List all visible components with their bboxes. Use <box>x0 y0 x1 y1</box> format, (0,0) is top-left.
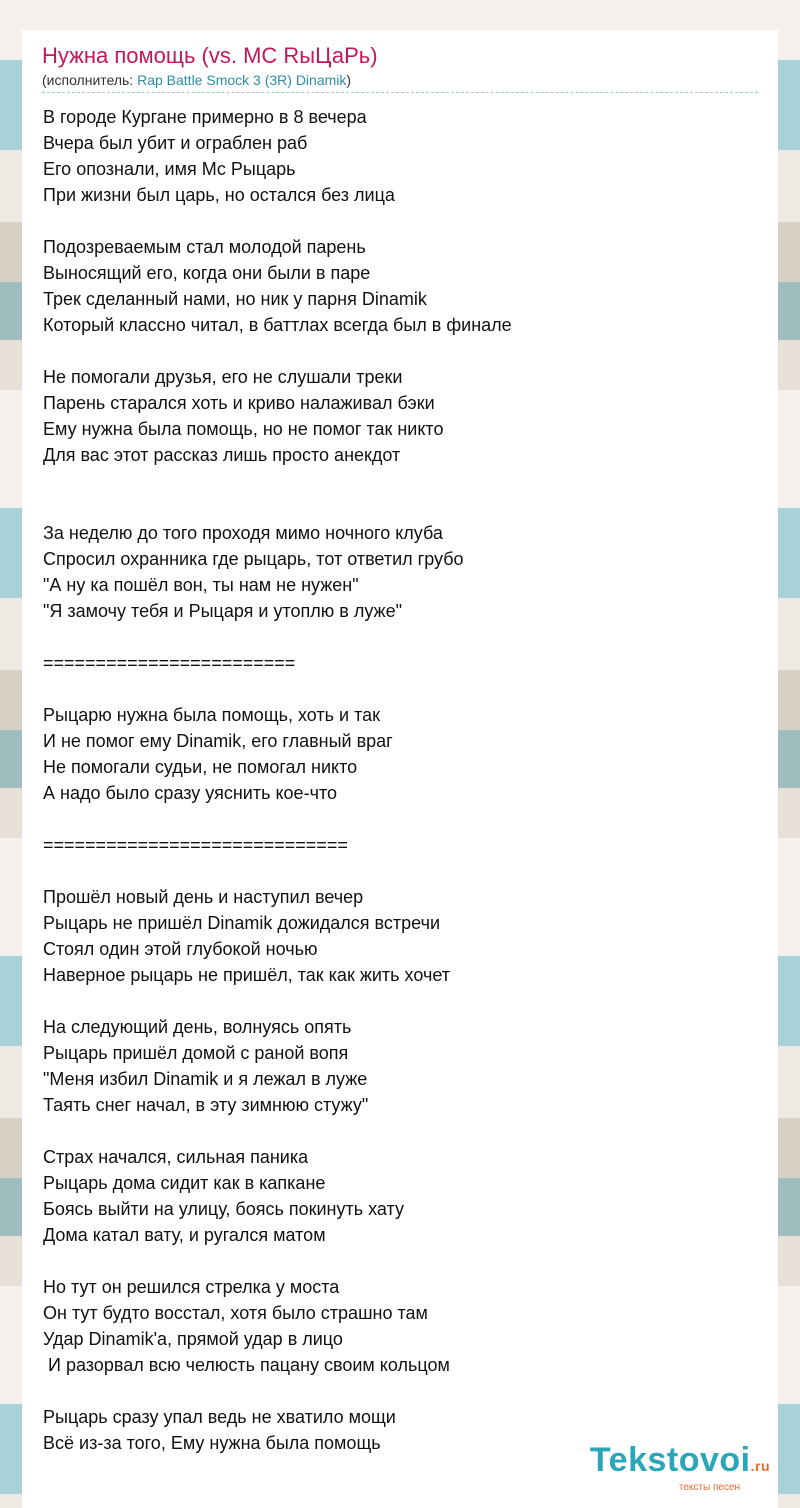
lyric-line: Дома катал вату, и ругался матом <box>43 1225 326 1245</box>
lyric-line: Который классно читал, в баттлах всегда был в финале <box>43 315 512 335</box>
logo-tld: .ru <box>750 1458 770 1474</box>
lyric-line: И разорвал всю челюсть пацану своим кольцом <box>43 1355 450 1375</box>
lyric-line: Прошёл новый день и наступил вечер <box>43 887 364 907</box>
lyric-line: Наверное рыцарь не пришёл, так как жить хочет <box>43 965 450 985</box>
lyric-blank-line <box>43 338 758 364</box>
lyric-line: Таять снег начал, в эту зимнюю стужу" <box>43 1095 369 1115</box>
lyric-line: Ему нужна была помощь, но не помог так никто <box>43 419 444 439</box>
logo-wordmark <box>590 1442 770 1484</box>
lyric-line: Выносящий его, когда они были в паре <box>43 263 371 283</box>
lyric-line: Рыцарь сразу упал ведь не хватило мощи <box>43 1407 396 1427</box>
lyric-line: Вчера был убит и ограблен раб <box>43 133 308 153</box>
lyric-line: Он тут будто восстал, хотя было страшно там <box>43 1303 428 1323</box>
lyric-blank-line <box>43 468 758 494</box>
lyric-blank-line <box>43 1248 758 1274</box>
lyric-line: И не помог ему Dinamik, его главный враг <box>43 731 393 751</box>
lyric-line: Стоял один этой глубокой ночью <box>43 939 318 959</box>
lyric-line: Страх начался, сильная паника <box>43 1147 309 1167</box>
lyric-line: Но тут он решился стрелка у моста <box>43 1277 340 1297</box>
lyric-line: Боясь выйти на улицу, боясь покинуть хату <box>43 1199 404 1219</box>
logo-name: Tekstovoi <box>589 1441 751 1479</box>
lyric-blank-line <box>43 1118 758 1144</box>
artist-line <box>42 70 758 90</box>
lyric-line: При жизни был царь, но остался без лица <box>43 185 395 205</box>
lyric-line: А надо было сразу уяснить кое-что <box>43 783 337 803</box>
lyric-line: Удар Dinamik'а, прямой удар в лицо <box>43 1329 343 1349</box>
lyric-line: Парень старался хоть и криво налаживал бэки <box>43 393 435 413</box>
lyric-line: Трек сделанный нами, но ник у парня Dinamik <box>43 289 427 309</box>
lyric-line: Рыцарь пришёл домой с раной вопя <box>43 1043 349 1063</box>
lyric-line: Подозреваемым стал молодой парень <box>43 237 366 257</box>
lyric-line: Спросил охранника где рыцарь, тот ответил грубо <box>43 549 464 569</box>
lyric-line: Рыцарь не пришёл Dinamik дожидался встречи <box>43 913 441 933</box>
lyric-line: В городе Кургане примерно в 8 вечера <box>43 107 367 127</box>
lyric-blank-line <box>43 624 758 650</box>
lyric-blank-line <box>43 988 758 1014</box>
lyric-line: Не помогали судьи, не помогал никто <box>43 757 358 777</box>
lyric-line: Всё из-за того, Ему нужна была помощь <box>43 1433 381 1453</box>
lyric-line: Для вас этот рассказ лишь просто анекдот <box>43 445 401 465</box>
lyric-blank-line <box>43 806 758 832</box>
site-logo[interactable] <box>590 1442 770 1494</box>
song-header <box>42 42 758 93</box>
lyric-blank-line <box>43 858 758 884</box>
lyric-blank-line <box>43 676 758 702</box>
artist-prefix: (исполнитель: <box>42 72 138 88</box>
song-title: Нужна помощь (vs. MC RыЦаРь) <box>42 43 378 68</box>
lyric-line: Рыцарь дома сидит как в капкане <box>43 1173 326 1193</box>
lyric-line: "А ну ка пошёл вон, ты нам не нужен" <box>43 575 359 595</box>
lyric-line: За неделю до того проходя мимо ночного клуба <box>43 523 443 543</box>
lyric-blank-line <box>43 208 758 234</box>
lyric-line: ======================== <box>43 653 296 673</box>
lyric-line: Его опознали, имя Мс Рыцарь <box>43 159 296 179</box>
lyric-line: Рыцарю нужна была помощь, хоть и так <box>43 705 381 725</box>
lyric-blank-line <box>43 1378 758 1404</box>
lyric-line: Не помогали друзья, его не слушали треки <box>43 367 403 387</box>
lyric-line: На следующий день, волнуясь опять <box>43 1017 352 1037</box>
artist-suffix: ) <box>346 72 352 88</box>
logo-tagline: тексты песен <box>678 1482 740 1493</box>
lyrics-body <box>43 104 758 1456</box>
artist-link[interactable]: Rap Battle Smock 3 (3R) Dinamik <box>137 72 347 88</box>
lyric-line: ============================= <box>43 835 348 855</box>
lyric-line: "Меня избил Dinamik и я лежал в луже <box>43 1069 368 1089</box>
lyric-line: "Я замочу тебя и Рыцаря и утоплю в луже" <box>43 601 402 621</box>
lyric-blank-line <box>43 494 758 520</box>
